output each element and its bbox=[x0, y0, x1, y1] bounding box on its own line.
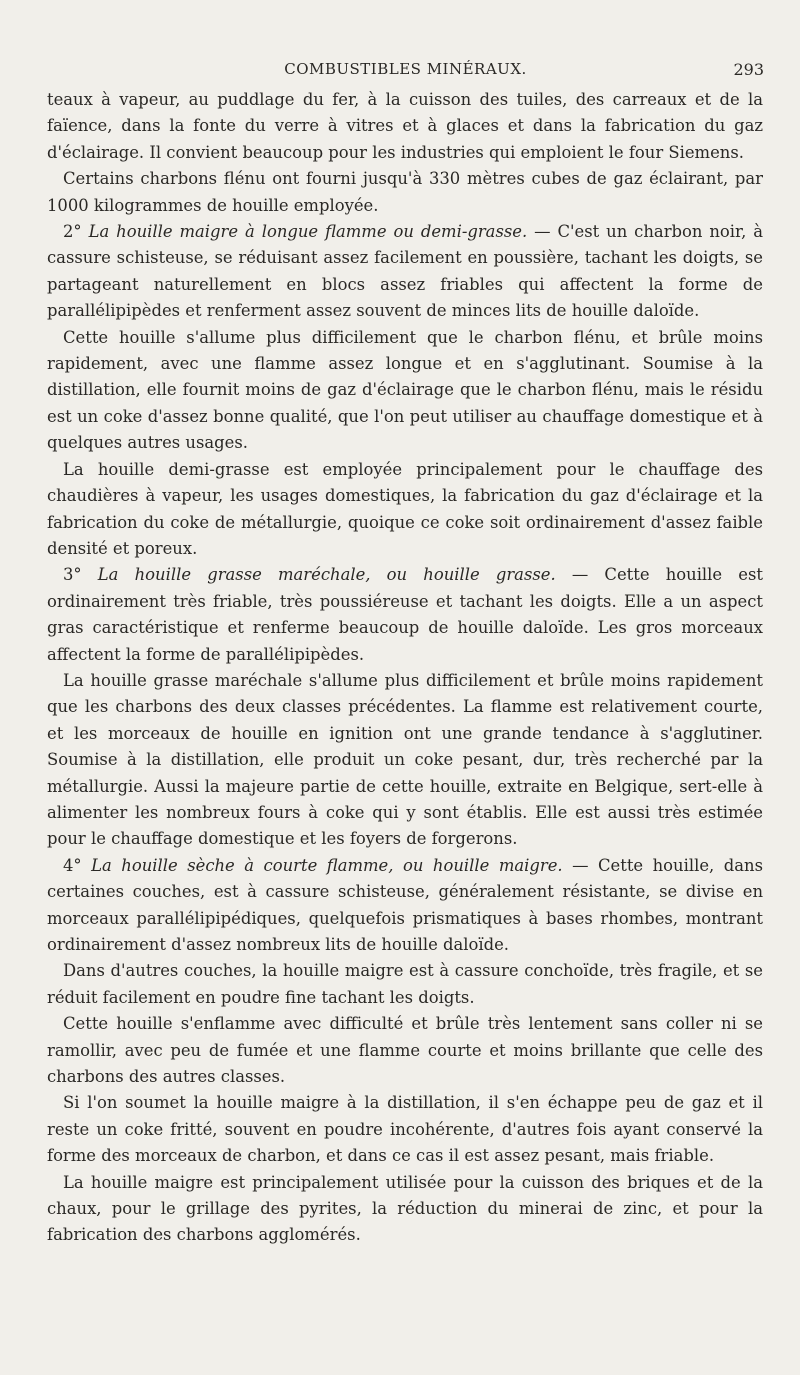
paragraph-text: — Cette houille, dans certaines couches, est à cassure schisteuse, généralement résistante, se divise en morceaux parallélipipédiques, quelquefois prismatiques à bases rhombes, montrant ordinairement d'assez nombreux lits de houille daloïde. bbox=[47, 855, 763, 954]
paragraph-text: Certains charbons flénu ont fourni jusqu'à 330 mètres cubes de gaz éclairant, par 1000 kilogrammes de houille employée. bbox=[47, 169, 763, 215]
paragraph-text: — C'est un charbon noir, à cassure schisteuse, se réduisant assez facilement en poussière, tachant les doigts, se partageant naturellement en blocs assez friables qui affectent la forme de parallélipipèdes et renferment assez souvent de minces lits de houille daloïde. bbox=[47, 222, 763, 321]
running-head bbox=[47, 60, 764, 84]
paragraph-text: — Cette houille est ordinairement très friable, très poussiéreuse et tachant les doigts. Elle a un aspect gras caractéristique et renferme beaucoup de houille daloïde. Les gros morceaux affectent la forme de parallélipipèdes. bbox=[47, 565, 763, 664]
section-paragraph bbox=[47, 562, 763, 668]
section-heading: La houille grasse maréchale, ou houille grasse. bbox=[97, 565, 556, 585]
section-paragraph bbox=[47, 219, 763, 325]
paragraph-text: La houille grasse maréchale s'allume plus difficilement et brûle moins rapidement que les charbons des deux classes précédentes. La flamme est relativement courte, et les morceaux de houille en ignition ont une grande tendance à s'agglutiner. Soumise à la distillation, elle produit un coke pesant, dur, très recherché par la métallurgie. Aussi la majeure partie de cette houille, extraite en Belgique, sert-elle à alimenter les nombreux fours à coke qui y sont établis. Elle est aussi très estimée pour le chauffage domestique et les foyers de forgerons. bbox=[47, 670, 763, 849]
section-paragraph bbox=[47, 853, 763, 959]
section-number: 4° bbox=[63, 855, 92, 875]
paragraph-text: Si l'on soumet la houille maigre à la distillation, il s'en échappe peu de gaz et il reste un coke fritté, souvent en poudre incohérente, d'autres fois ayant conservé la forme des morceaux de charbon, et dans ce cas il est assez pesant, mais friable. bbox=[47, 1093, 763, 1166]
section-number: 2° bbox=[63, 222, 89, 242]
paragraph bbox=[47, 1011, 763, 1090]
paragraph bbox=[47, 958, 763, 1011]
paragraph-text: Dans d'autres couches, la houille maigre est à cassure conchoïde, très fragile, et se réduit facilement en poudre fine tachant les doigts. bbox=[47, 961, 763, 1007]
section-heading: La houille sèche à courte flamme, ou houille maigre. bbox=[91, 855, 563, 875]
paragraph-text: Cette houille s'enflamme avec difficulté et brûle très lentement sans coller ni se ramollir, avec peu de fumée et une flamme courte et moins brillante que celle des charbons des autres classes. bbox=[47, 1014, 763, 1087]
paragraph bbox=[47, 457, 763, 563]
paragraph bbox=[47, 668, 763, 853]
body-text bbox=[47, 87, 763, 1249]
paragraph bbox=[47, 166, 763, 219]
paragraph bbox=[47, 325, 763, 457]
paragraph-text: teaux à vapeur, au puddlage du fer, à la cuisson des tuiles, des carreaux et de la faïence, dans la fonte du verre à vitres et à glaces et dans la fabrication du gaz d'éclairage. Il convient beaucoup pour les industries qui emploient le four Siemens. bbox=[47, 90, 763, 162]
running-title: COMBUSTIBLES MINÉRAUX. bbox=[284, 60, 527, 78]
page-number: 293 bbox=[733, 60, 764, 79]
paragraph-text: Cette houille s'allume plus difficilement que le charbon flénu, et brûle moins rapidement, avec une flamme assez longue et en s'agglutinant. Soumise à la distillation, elle fournit moins de gaz d'éclairage que le charbon flénu, mais le résidu est un coke d'assez bonne qualité, que l'on peut utiliser au chauffage domestique et à quelques autres usages. bbox=[47, 327, 763, 453]
paragraph-text: La houille maigre est principalement utilisée pour la cuisson des briques et de la chaux, pour le grillage des pyrites, la réduction du minerai de zinc, et pour la fabrication des charbons agglomérés. bbox=[47, 1172, 763, 1245]
paragraph bbox=[47, 1090, 763, 1169]
section-number: 3° bbox=[63, 565, 98, 585]
section-heading: La houille maigre à longue flamme ou demi-grasse. bbox=[88, 222, 528, 242]
paragraph-text: La houille demi-grasse est employée principalement pour le chauffage des chaudières à vapeur, les usages domestiques, la fabrication du gaz d'éclairage et la fabrication du coke de métallurgie, quoique ce coke soit ordinairement d'assez faible densité et poreux. bbox=[47, 459, 763, 558]
paragraph bbox=[47, 87, 763, 166]
paragraph bbox=[47, 1170, 763, 1249]
